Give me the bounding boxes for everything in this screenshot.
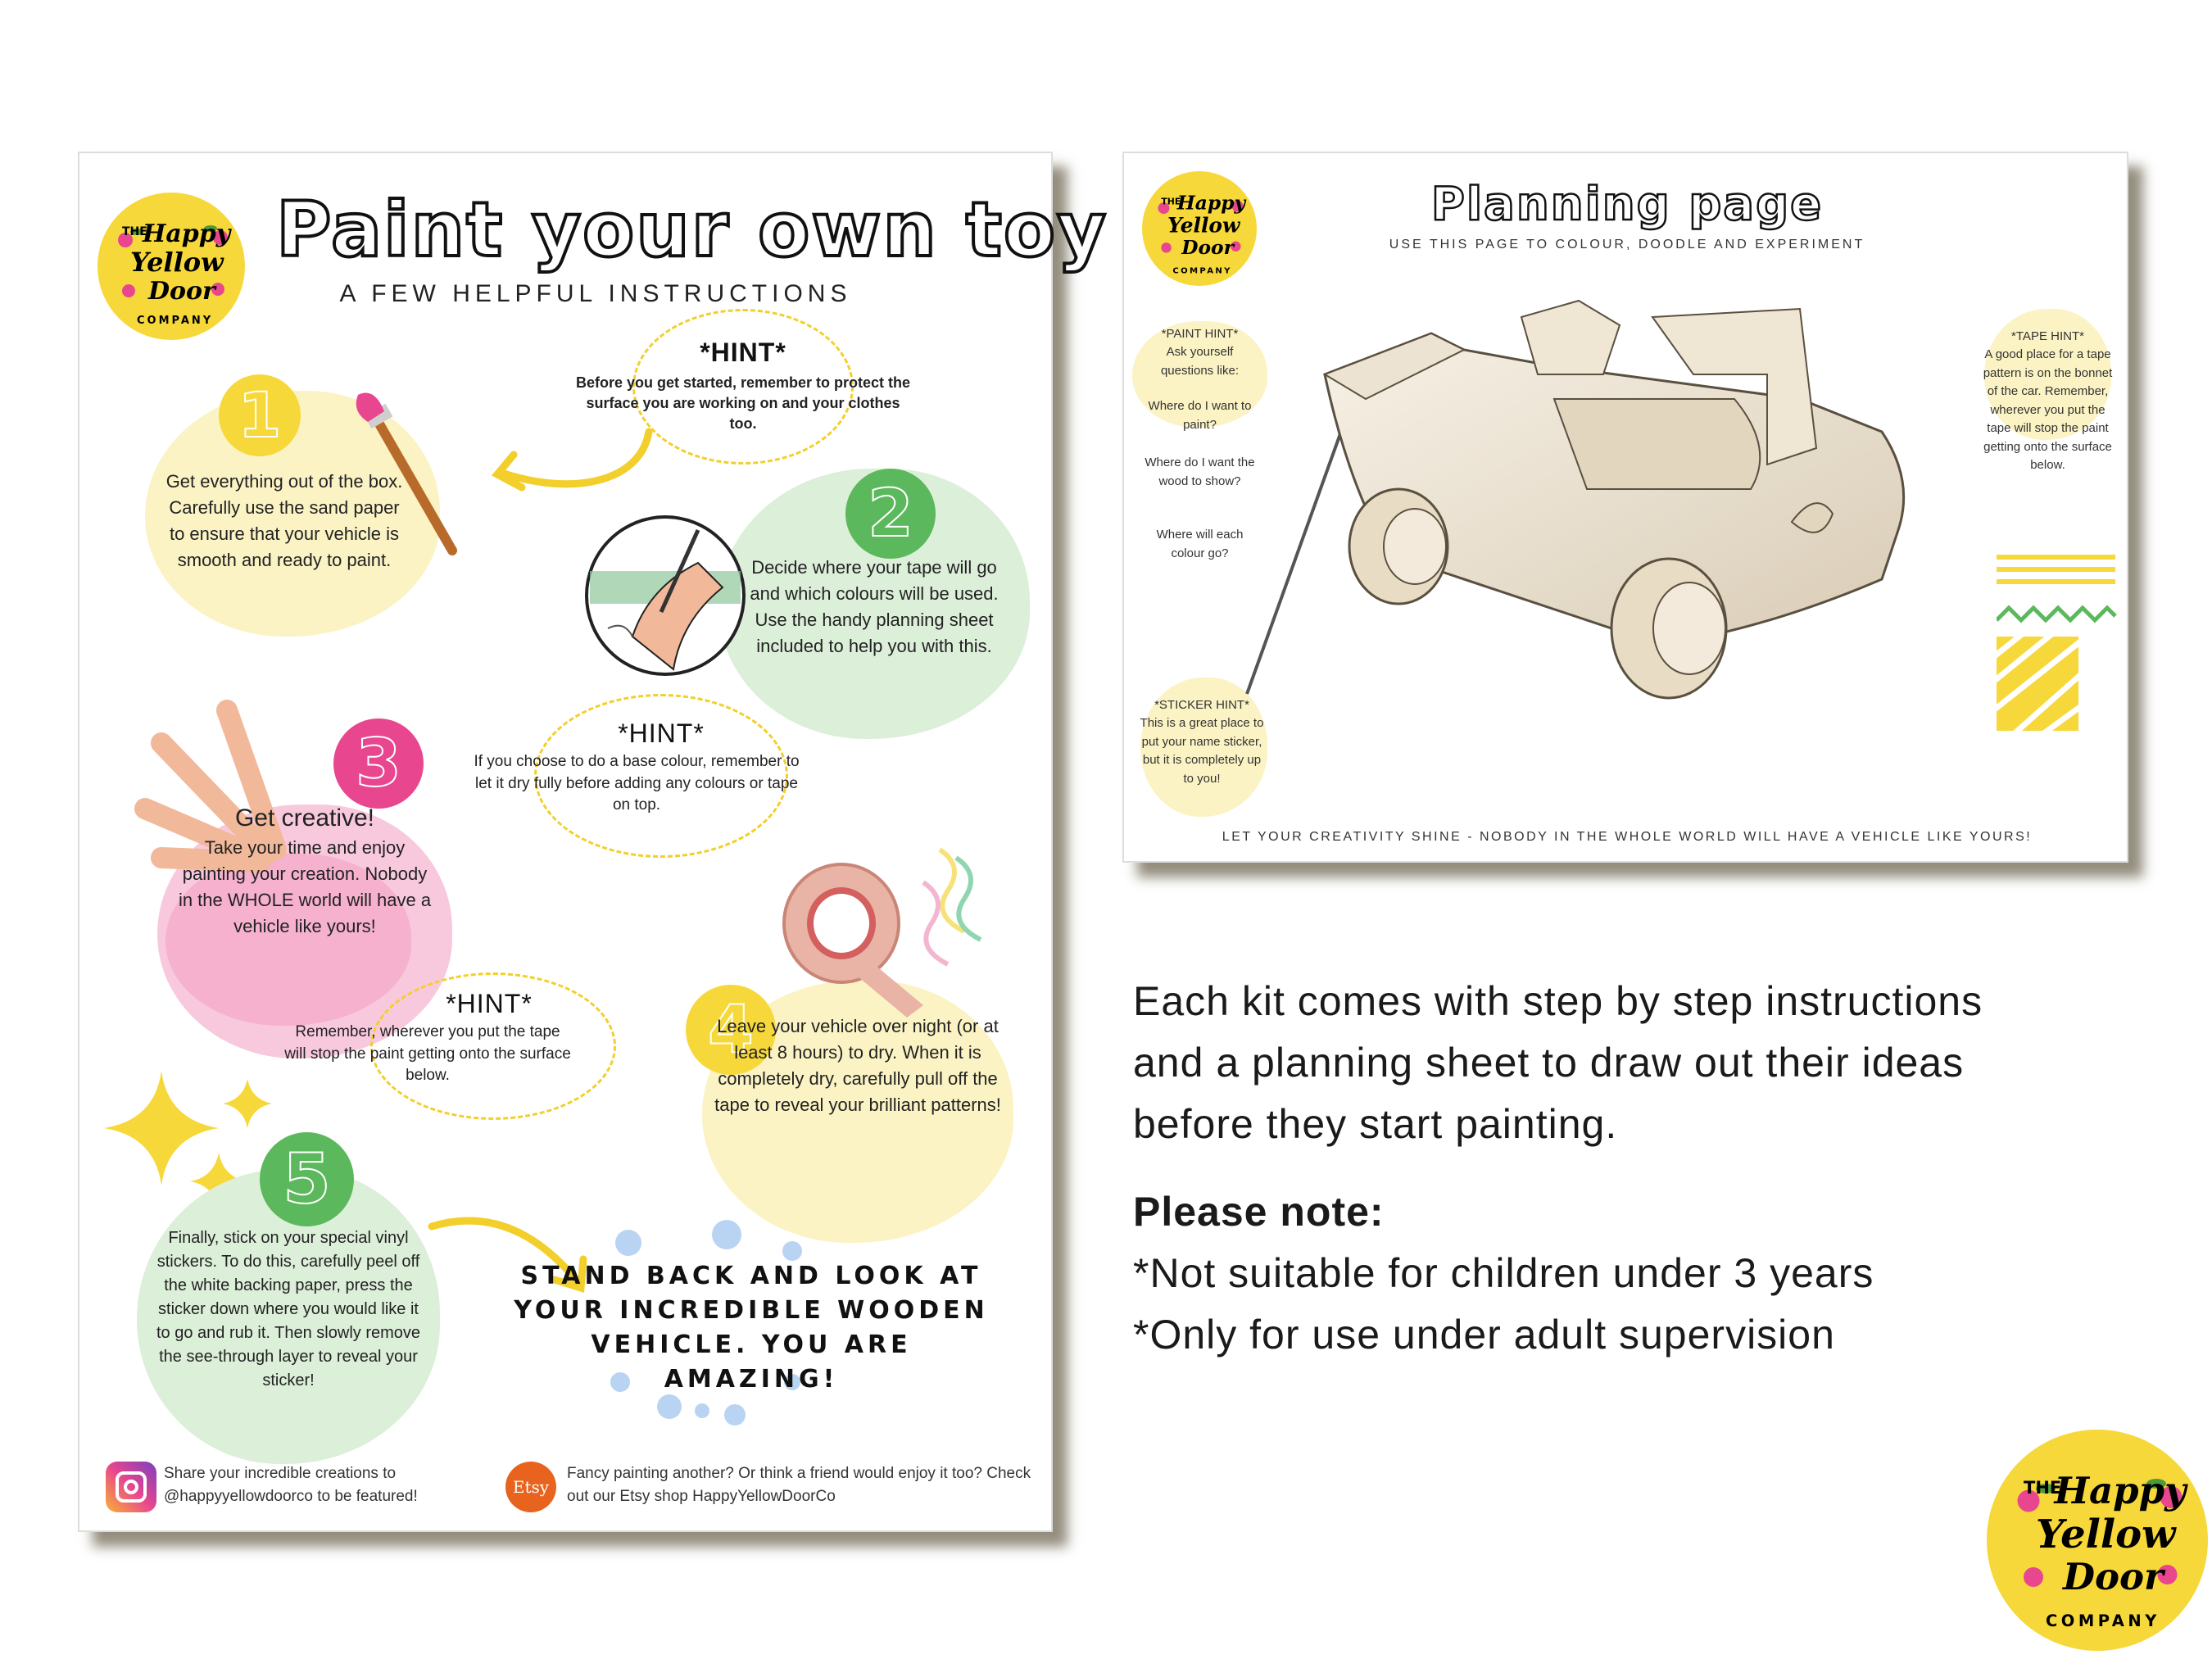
step5-number: 5 (260, 1132, 354, 1226)
paint-hint-q1: Where do I want to paint? (1148, 399, 1252, 432)
hint1-heading: *HINT* (700, 338, 786, 367)
step1-number: 1 (219, 374, 301, 456)
paint-hint-heading: *PAINT HINT* (1161, 327, 1239, 341)
wooden-car-image (1308, 284, 1931, 710)
paint-hint-q2: Where do I want the wood to show? (1145, 456, 1255, 488)
tape-roll-icon (776, 833, 1005, 1022)
etsy-icon[interactable]: Etsy (505, 1462, 556, 1512)
hint2-heading: *HINT* (618, 718, 705, 748)
logo-graphic (97, 193, 245, 340)
sticker-hint-heading: *STICKER HINT* (1154, 698, 1249, 712)
tape-patterns-icon (1997, 555, 2119, 735)
step2-text: Decide where your tape will go and which colours will be used. Use the handy planning sheet included to help you with this. (750, 557, 999, 656)
svg-text:Yellow: Yellow (130, 247, 224, 278)
svg-text:Happy: Happy (143, 220, 231, 248)
sticker-hint-text: This is a great place to put your name sticker, but it is completely up to you! (1140, 716, 1264, 786)
svg-text:Yellow: Yellow (2036, 1512, 2176, 1557)
logo-graphic (1987, 1430, 2208, 1651)
paintbrush-icon (350, 391, 465, 563)
svg-text:Door: Door (2063, 1555, 2164, 1598)
description-line1: Each kit comes with step by step instructions (1133, 978, 1983, 1024)
planning-subtitle: USE THIS PAGE TO COLOUR, DOODLE AND EXPERIMENT (1389, 238, 1865, 252)
hint3-text: Remember, wherever you put the tape will stop the paint getting onto the surface below. (284, 1023, 571, 1085)
hint2-text: If you choose to do a base colour, remember to let it dry fully before adding any colours or tape on top. (474, 753, 800, 814)
paint-hint-intro: Ask yourself questions like: (1160, 345, 1240, 378)
hint1-text: Before you get started, remember to protect the surface you are working on and your clothes too. (575, 374, 911, 433)
svg-text:Happy: Happy (2054, 1469, 2187, 1512)
svg-text:Happy: Happy (1176, 191, 1246, 215)
hint3-heading: *HINT* (446, 989, 533, 1018)
svg-text:Door: Door (1181, 236, 1234, 260)
curved-arrow-icon (477, 415, 665, 505)
description-line2: and a planning sheet to draw out their ideas (1133, 1040, 1965, 1086)
svg-text:Door: Door (148, 277, 215, 306)
step2-number: 2 (845, 469, 936, 559)
svg-text:THE: THE (2024, 1478, 2062, 1498)
company-logo (97, 193, 245, 340)
step5-text: Finally, stick on your special vinyl stickers. To do this, carefully peel off the white backing paper, press the sticker down where you would like it to go and rub it. Then slowly remove the see-through layer to reveal your sticker! (156, 1229, 421, 1389)
planning-sheet (1122, 152, 2128, 863)
note-line2: *Only for use under adult supervision (1133, 1312, 1835, 1358)
footer-etsy-text: Fancy painting another? Or think a friend would enjoy it too? Check out our Etsy shop HappyYellowDoorCo (567, 1465, 1031, 1505)
instructions-title: Paint your own toy (276, 186, 1108, 274)
svg-text:COMPANY: COMPANY (137, 315, 214, 327)
drawing-hand-icon (583, 514, 747, 678)
instructions-sheet (78, 152, 1108, 1532)
planning-footer: LET YOUR CREATIVITY SHINE - NOBODY IN THE WHOLE WORLD WILL HAVE A VEHICLE LIKE YOURS! (1222, 830, 2033, 844)
note-line1: *Not suitable for children under 3 years (1133, 1250, 1874, 1296)
svg-text:Yellow: Yellow (1167, 213, 1240, 238)
tape-hint-text: A good place for a tape pattern is on the bonnet of the car. Remember, wherever you put the tape will stop the paint getting onto the surface below. (1983, 347, 2113, 472)
instructions-subtitle: A FEW HELPFUL INSTRUCTIONS (339, 280, 852, 307)
step3-heading: Get creative! (234, 805, 375, 832)
step3-text: Take your time and enjoy painting your creation. Nobody in the WHOLE world will have a vehicle like yours! (178, 837, 432, 936)
planning-title: Planning page (1430, 178, 1824, 231)
footer-share-text: Share your incredible creations to @happyyellowdoorco to be featured! (164, 1465, 418, 1505)
svg-text:THE: THE (122, 225, 147, 238)
note-heading: Please note: (1133, 1189, 1385, 1235)
description-line3: before they start painting. (1133, 1101, 1618, 1147)
tape-hint-heading: *TAPE HINT* (2011, 329, 2084, 343)
instagram-icon[interactable] (106, 1462, 156, 1512)
svg-text:COMPANY: COMPANY (1172, 266, 1232, 276)
svg-text:COMPANY: COMPANY (2046, 1611, 2160, 1630)
step1-text: Get everything out of the box. Carefully use the sand paper to ensure that your vehicle is smooth and ready to paint. (165, 471, 403, 570)
step4-number: 4 (686, 985, 776, 1075)
brand-logo (1987, 1430, 2208, 1651)
step3-number: 3 (333, 718, 424, 809)
step4-text: Leave your vehicle over night (or at least 8 hours) to dry. When it is completely dry, carefully pull off the tape to reveal your brilliant patterns! (714, 1016, 1001, 1115)
closing-message: STAND BACK AND LOOK AT YOUR INCREDIBLE WOODEN VEHICLE. YOU ARE AMAZING! (514, 1262, 989, 1394)
svg-text:THE: THE (1161, 196, 1181, 207)
paint-hint-q3: Where will each colour go? (1156, 528, 1244, 560)
